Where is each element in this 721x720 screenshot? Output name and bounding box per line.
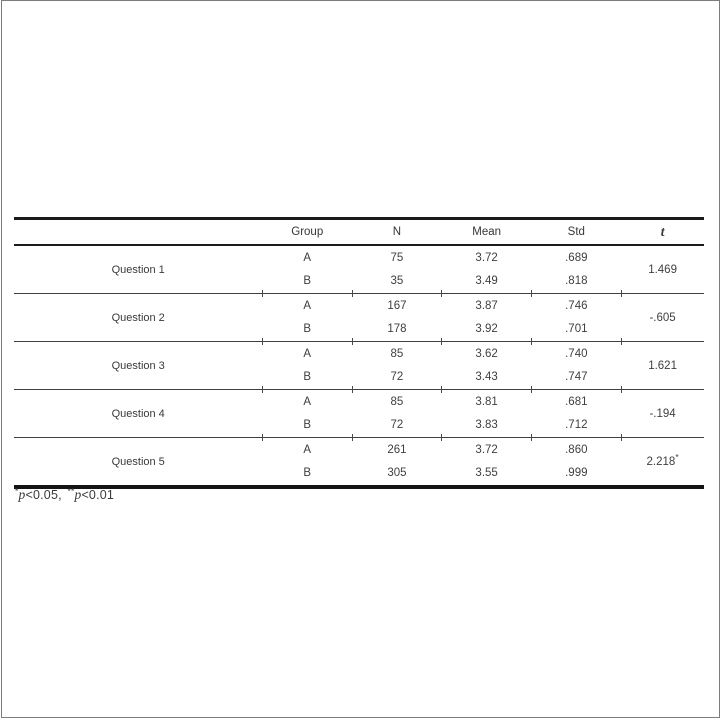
group-cell: B [303, 419, 312, 432]
n-cell: 167 [352, 294, 442, 318]
group-cell: B [303, 371, 312, 384]
n-cell: 261 [352, 438, 442, 462]
question-cell: Question 1 [14, 245, 262, 294]
sig-star-1: * [15, 485, 19, 496]
table-row [14, 245, 704, 270]
std-cell: .701 [565, 323, 588, 336]
t-value: 1.469 [648, 263, 677, 276]
mean-cell: 3.83 [475, 419, 498, 432]
question-cell: Question 3 [14, 342, 262, 390]
t-value: -.194 [649, 407, 676, 420]
std-cell: .740 [531, 342, 621, 366]
t-value-cell [621, 438, 704, 488]
std-cell: .860 [531, 438, 621, 462]
col-header-question [14, 219, 262, 246]
table-row [14, 342, 704, 366]
n-cell: 72 [390, 371, 404, 384]
group-cell: B [303, 323, 312, 336]
mean-cell: 3.43 [475, 371, 498, 384]
mean-cell: 3.49 [475, 275, 498, 288]
t-value-cell [621, 294, 704, 342]
std-cell: .689 [531, 245, 621, 270]
mean-cell: 3.81 [442, 390, 532, 414]
n-cell: 85 [352, 342, 442, 366]
mean-cell: 3.62 [442, 342, 532, 366]
std-cell: .681 [531, 390, 621, 414]
sig-threshold-2: <0.01 [81, 488, 115, 502]
table-row [14, 390, 704, 414]
std-cell: .712 [565, 419, 588, 432]
stats-table [14, 217, 704, 489]
std-cell: .818 [565, 275, 588, 288]
mean-cell: 3.72 [442, 245, 532, 270]
col-header-group: Group [262, 219, 352, 246]
t-value-cell [621, 245, 704, 294]
n-cell: 85 [352, 390, 442, 414]
t-value: 2.218 [646, 455, 676, 468]
p-symbol: p [74, 487, 82, 502]
question-cell: Question 5 [14, 438, 262, 488]
mean-cell: 3.72 [442, 438, 532, 462]
col-header-t: t [621, 219, 704, 246]
n-cell: 305 [387, 467, 407, 480]
t-value: 1.621 [648, 359, 677, 372]
t-value: -.605 [649, 311, 676, 324]
group-cell: B [303, 467, 312, 480]
significance-footnote [15, 487, 114, 503]
group-cell: B [303, 275, 312, 288]
mean-cell: 3.55 [475, 467, 498, 480]
question-cell: Question 2 [14, 294, 262, 342]
group-cell: A [262, 390, 352, 414]
group-cell: A [262, 294, 352, 318]
sig-star-2: ** [67, 485, 75, 496]
p-symbol: p [18, 487, 26, 502]
mean-cell: 3.92 [475, 323, 498, 336]
std-cell: .746 [531, 294, 621, 318]
group-cell: A [262, 438, 352, 462]
n-cell: 75 [352, 245, 442, 270]
significance-mark: * [675, 451, 679, 462]
t-test-results-table [14, 217, 704, 489]
col-header-n: N [352, 219, 442, 246]
table-row [14, 438, 704, 462]
mean-cell: 3.87 [442, 294, 532, 318]
std-cell: .747 [565, 371, 588, 384]
header-row [14, 219, 704, 246]
group-cell: A [262, 342, 352, 366]
col-header-std: Std [531, 219, 621, 246]
n-cell: 35 [390, 275, 404, 288]
n-cell: 72 [390, 419, 404, 432]
t-value-cell [621, 342, 704, 390]
t-value-cell [621, 390, 704, 438]
question-cell: Question 4 [14, 390, 262, 438]
group-cell: A [262, 245, 352, 270]
n-cell: 178 [387, 323, 407, 336]
sig-threshold-1: <0.05, [25, 488, 66, 502]
table-row [14, 294, 704, 318]
std-cell: .999 [565, 467, 588, 480]
col-header-mean: Mean [442, 219, 532, 246]
